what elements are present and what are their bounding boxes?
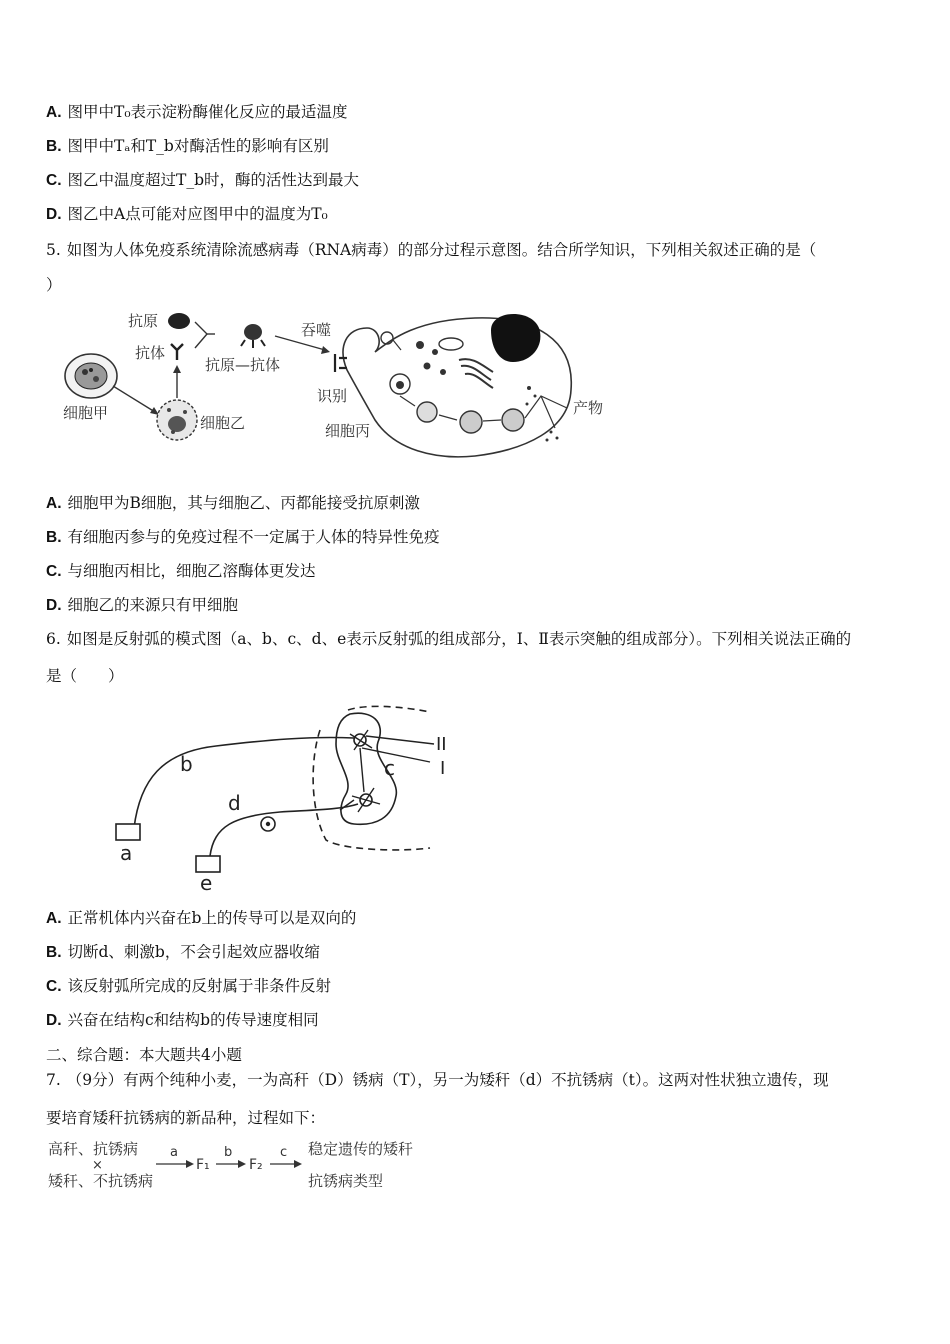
question-stem: 有两个纯种小麦，一为高秆（D）锈病（T），另一为矮秆（d）不抗锈病（t）。这两对性状独立遗传，现	[123, 1071, 829, 1089]
antigen-shape	[168, 313, 190, 329]
cell-yi-label: 细胞乙	[200, 414, 246, 432]
cell-jia-label: 细胞甲	[63, 404, 109, 422]
afferent-nerve-b	[134, 737, 354, 828]
option-text: 细胞甲为B细胞，其与细胞乙、丙都能接受抗原刺激	[67, 494, 420, 512]
flow-step-a: a	[170, 1145, 178, 1160]
engulf-label: 吞噬	[301, 321, 332, 339]
question-score: （9分）	[66, 1071, 124, 1089]
q5-option-c	[46, 561, 316, 582]
q4-option-d	[46, 204, 328, 225]
label-c: c	[384, 756, 395, 780]
immune-process-figure	[55, 300, 630, 465]
label-b: b	[180, 752, 193, 776]
option-letter: D.	[46, 1012, 62, 1029]
question-stem: 如图是反射弧的模式图（a、b、c、d、e表示反射弧的组成部分，Ⅰ、Ⅱ表示突触的组成部分）。下列相关说法正确的	[66, 630, 852, 648]
option-letter: B.	[46, 138, 62, 155]
flow-step-b: b	[224, 1145, 233, 1160]
complex-shape	[244, 324, 262, 340]
antigen-label: 抗原	[128, 312, 159, 330]
flow-parent1: 高秆、抗锈病	[48, 1140, 139, 1158]
option-letter: C.	[46, 563, 62, 580]
q5-option-a	[46, 493, 420, 514]
option-text: 图乙中A点可能对应图甲中的温度为T₀	[67, 205, 328, 223]
spinal-cord-boundary	[313, 706, 430, 850]
label-d: d	[228, 791, 241, 815]
q5-stem	[46, 240, 816, 260]
antibody-shape	[171, 344, 183, 360]
option-letter: B.	[46, 529, 62, 546]
option-text: 与细胞丙相比，细胞乙溶酶体更发达	[67, 562, 316, 580]
q6-stem	[46, 629, 851, 649]
question-number: 7.	[46, 1071, 61, 1089]
flow-cross: ×	[92, 1158, 103, 1173]
q5-option-d	[46, 595, 238, 616]
complex-label: 抗原—抗体	[205, 356, 281, 374]
receptor-a-box	[116, 824, 140, 840]
q6-stem-cont: 是（ ）	[46, 667, 124, 685]
option-letter: D.	[46, 597, 62, 614]
section-title: 二、综合题：本大题共4小题	[46, 1046, 242, 1064]
question-number: 6.	[46, 630, 61, 648]
q5-option-b	[46, 527, 440, 548]
q5-stem-cont: ）	[46, 276, 62, 294]
option-letter: A.	[46, 495, 62, 512]
nucleus-shape	[491, 314, 540, 362]
label-II: II	[436, 734, 447, 755]
q6-option-a	[46, 908, 356, 929]
product-label: 产物	[573, 399, 604, 417]
option-text: 切断d、刺激b，不会引起效应器收缩	[67, 943, 320, 961]
q6-option-c	[46, 976, 331, 997]
option-letter: A.	[46, 104, 62, 121]
reflex-arc-figure	[110, 700, 470, 895]
breeding-flow-figure	[46, 1136, 436, 1194]
label-e: e	[200, 871, 213, 895]
q7-stem	[46, 1070, 829, 1090]
option-text: 图乙中温度超过T_b时，酶的活性达到最大	[67, 171, 360, 189]
flow-result2: 抗锈病类型	[308, 1172, 384, 1190]
option-text: 兴奋在结构c和结构b的传导速度相同	[67, 1011, 319, 1029]
q4-option-c	[46, 170, 359, 191]
flow-f1: F₁	[196, 1157, 210, 1173]
option-text: 有细胞丙参与的免疫过程不一定属于人体的特异性免疫	[67, 528, 440, 546]
q7-stem-cont: 要培育矮秆抗锈病的新品种，过程如下：	[46, 1109, 326, 1127]
flow-parent2: 矮秆、不抗锈病	[48, 1172, 154, 1190]
antibody-label: 抗体	[135, 344, 166, 362]
flow-result1: 稳定遗传的矮秆	[308, 1140, 414, 1158]
q4-option-b	[46, 136, 329, 157]
option-letter: C.	[46, 978, 62, 995]
label-I: I	[440, 758, 446, 779]
q6-option-b	[46, 942, 320, 963]
question-number: 5.	[46, 241, 61, 259]
option-text: 正常机体内兴奋在b上的传导可以是双向的	[67, 909, 357, 927]
q4-option-a	[46, 102, 348, 123]
option-letter: D.	[46, 206, 62, 223]
option-letter: B.	[46, 944, 62, 961]
flow-step-c: c	[280, 1145, 288, 1160]
q6-option-d	[46, 1010, 319, 1031]
flow-f2: F₂	[249, 1157, 263, 1173]
effector-e-box	[196, 856, 220, 872]
option-text: 图甲中Tₐ和T_b对酶活性的影响有区别	[67, 137, 329, 155]
question-stem: 如图为人体免疫系统清除流感病毒（RNA病毒）的部分过程示意图。结合所学知识，下列相关叙述正确的是（	[66, 241, 817, 259]
cell-bing-label: 细胞丙	[325, 422, 371, 440]
recognize-label: 识别	[317, 387, 348, 405]
option-text: 图甲中T₀表示淀粉酶催化反应的最适温度	[67, 103, 348, 121]
label-a: a	[120, 841, 133, 865]
option-text: 该反射弧所完成的反射属于非条件反射	[67, 977, 332, 995]
option-letter: A.	[46, 910, 62, 927]
option-letter: C.	[46, 172, 62, 189]
option-text: 细胞乙的来源只有甲细胞	[67, 596, 239, 614]
